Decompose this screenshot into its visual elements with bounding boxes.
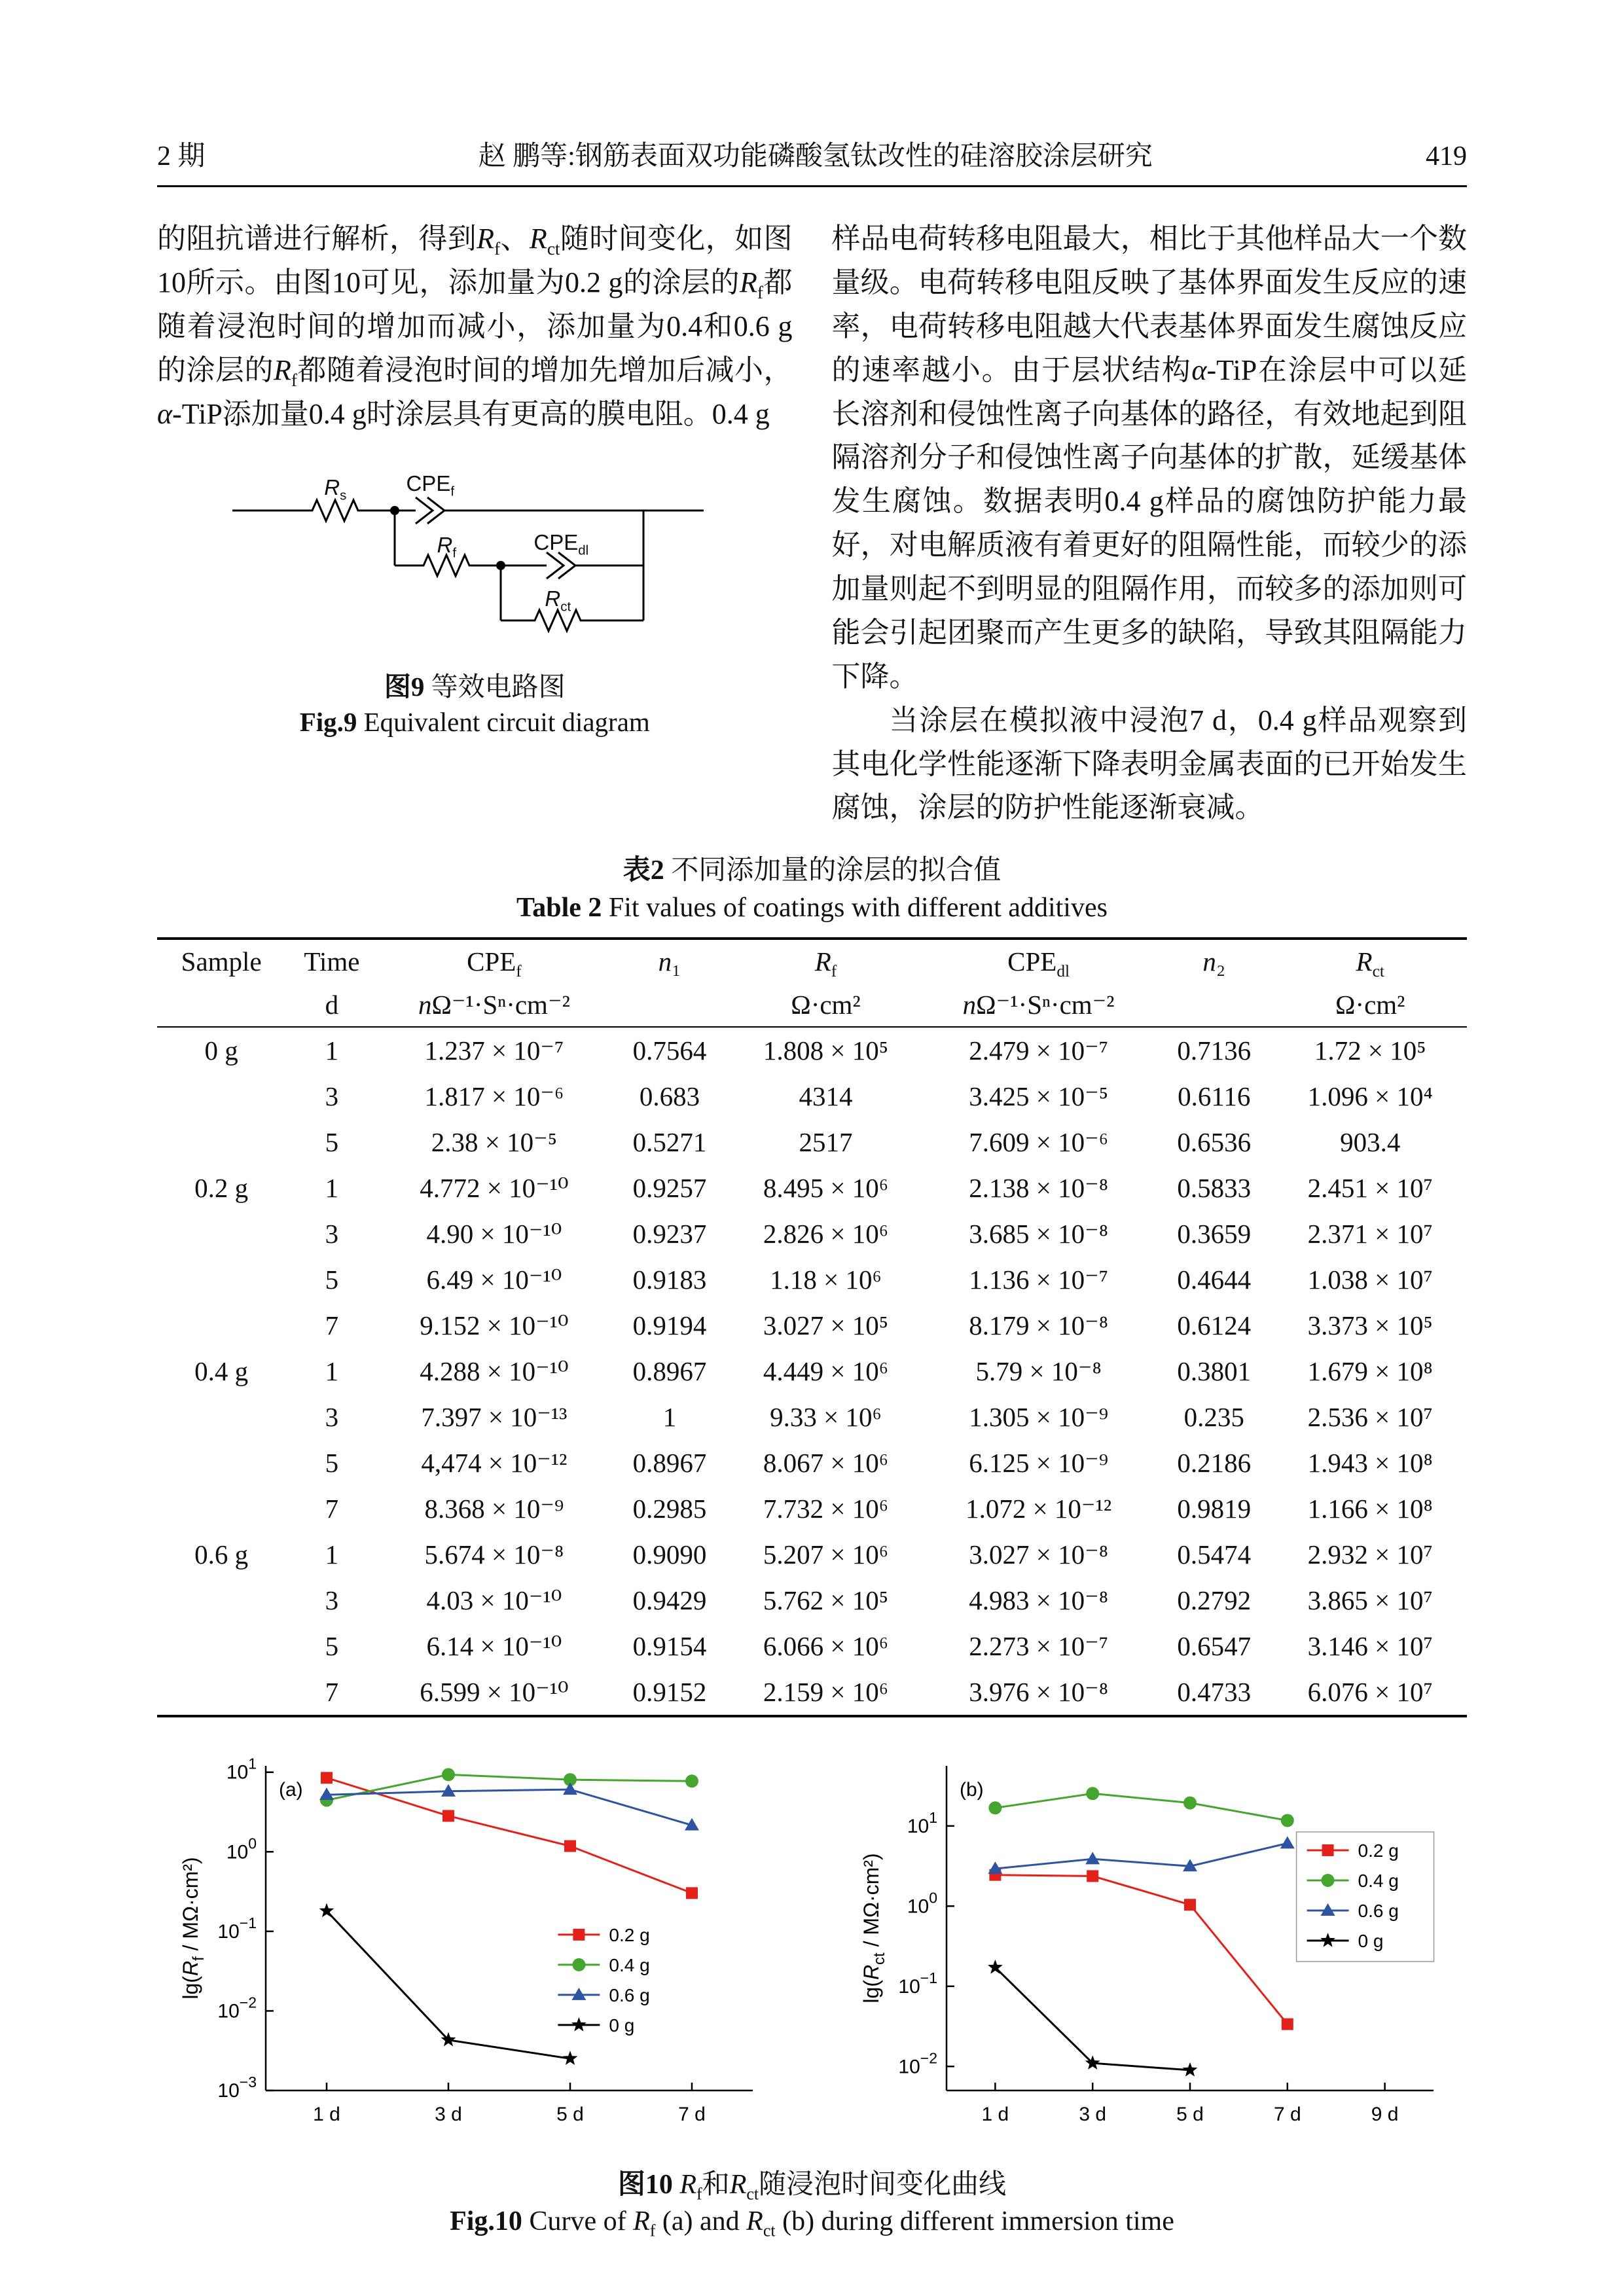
table-row [157, 1165, 1467, 1211]
svg-text:1 d: 1 d [312, 2103, 340, 2125]
table-cell: 2.536 × 10⁷ [1307, 1401, 1433, 1432]
figure10-caption [157, 2166, 1467, 2240]
table-cell [157, 1394, 285, 1440]
table-cell: 4.90 × 10⁻¹⁰ [426, 1218, 562, 1249]
table-cell [157, 1486, 285, 1532]
svg-text:3 d: 3 d [1078, 2103, 1106, 2125]
svg-text:10−1: $10^{-1}$ [897, 1969, 937, 1998]
svg-text:0 g: 0 g [608, 2015, 634, 2036]
table-cell: 7 [325, 1493, 339, 1524]
table-cell: 1 [325, 1355, 339, 1386]
table-cell: 7.732 × 10⁶ [763, 1493, 889, 1524]
table-row [157, 1440, 1467, 1486]
table-cell: 0.2186 [1177, 1447, 1252, 1478]
paragraph-left: 的阻抗谱进行解析，得到$R_f$、$R_{ct}$随时间变化，如图10所示。由图10可见，添加量为0.2 g的涂层的$R_f$都随着浸泡时间的增加而减小，添加量为0.4和0.6 g的涂层的$R_f$都随着浸泡时间的增加先增加后减小，α-TiP添加量0.4 g时涂层具有更高的膜电阻。0.4 g [157, 223, 793, 430]
table-cell: 903.4 [1340, 1126, 1401, 1157]
table-cell: 1.136 × 10⁻⁷ [969, 1264, 1109, 1295]
table-cell: 6.066 × 10⁶ [763, 1630, 889, 1661]
table-cell [157, 1073, 285, 1119]
table-cell: 0.6116 [1178, 1081, 1251, 1111]
table-row [157, 1257, 1467, 1302]
table-row [157, 1486, 1467, 1532]
table-row [157, 1532, 1467, 1577]
col-rct: $R_{ct}$ [1356, 946, 1384, 980]
table-cell: 1.096 × 10⁴ [1307, 1081, 1433, 1111]
table-cell: 1 [325, 1539, 339, 1570]
table-cell: 5.674 × 10⁻⁸ [424, 1539, 564, 1570]
left-column [157, 217, 793, 830]
table-cell: 0.6536 [1177, 1126, 1252, 1157]
table-cell: 0.4733 [1177, 1676, 1252, 1707]
svg-text:0.6 g: 0.6 g [608, 1984, 650, 2005]
table-cell: 0.9819 [1177, 1493, 1252, 1524]
table-cell: 0.235 [1183, 1401, 1244, 1432]
table-row [157, 1119, 1467, 1165]
table-cell: 6.076 × 10⁷ [1307, 1676, 1433, 1707]
fit-table-body [157, 1027, 1467, 1716]
table-cell: 0.9194 [632, 1310, 707, 1340]
table-row [157, 1669, 1467, 1716]
header-issue: 2 期 [157, 141, 206, 171]
table-cell [157, 1211, 285, 1257]
table-cell: 0.683 [639, 1081, 700, 1111]
table-header-row [157, 939, 1467, 983]
circuit-diagram [219, 463, 730, 666]
table-cell: 0.8967 [632, 1355, 707, 1386]
table-cell: 4314 [799, 1081, 853, 1111]
figure9-caption-en: Fig.9 Equivalent circuit diagram [299, 707, 650, 738]
table-cell: 0.5474 [1177, 1539, 1252, 1570]
svg-text:0.4 g: 0.4 g [608, 1954, 650, 1975]
table-cell: 8.495 × 10⁶ [763, 1172, 889, 1203]
table2-caption-en: Table 2 Fit values of coatings with different additives [516, 892, 1108, 923]
table-cell: 2.159 × 10⁶ [763, 1676, 889, 1707]
table-row [157, 1073, 1467, 1119]
right-column [832, 217, 1468, 830]
table-cell: 6.14 × 10⁻¹⁰ [426, 1630, 562, 1661]
svg-text:(a): (a) [278, 1778, 303, 1801]
table-cell: 7 [325, 1310, 339, 1340]
table-cell: 4,474 × 10⁻¹² [421, 1447, 568, 1478]
table-cell: 0 g [204, 1035, 238, 1066]
svg-text:100: $10^0$ [226, 1834, 257, 1863]
col-time: Time [304, 946, 360, 977]
cpe-f-symbol [416, 497, 433, 524]
table-cell: 0.9183 [632, 1264, 707, 1295]
table-cell: 3.373 × 10⁵ [1307, 1310, 1433, 1340]
label-cpef: $CPE_f$ [406, 471, 455, 499]
table-cell: 9.33 × 10⁶ [770, 1401, 882, 1432]
paragraph-right-1: 样品电荷转移电阻最大，相比于其他样品大一个数量级。电荷转移电阻反映了基体界面发生反应的速率，电荷转移电阻越大代表基体界面发生腐蚀反应的速率越小。由于层状结构α-TiP在涂层中可以延长溶剂和侵蚀性离子向基体的路径，有效地起到阻隔溶剂分子和侵蚀性离子向基体的扩散，延缓基体发生腐蚀。数据表明0.4 g样品的腐蚀防护能力最好，对电解质液有着更好的阻隔性能，而较少的添加量则起不到明显的阻隔作用，而较多的添加则可能会引起团聚而产生更多的缺陷，导致其阻隔能力下降。 [831, 223, 1467, 692]
label-rct: $R_{ct}$ [545, 586, 571, 615]
table-cell: 3.027 × 10⁻⁸ [969, 1539, 1109, 1570]
table-cell: 0.7136 [1177, 1035, 1252, 1066]
table-cell: 1 [325, 1172, 339, 1203]
svg-text:lg(Rf / MΩ·cm²): $\lg(R_f / M\Omega\cdot cm^2)$ [178, 1857, 208, 2000]
svg-text:5 d: 5 d [556, 2103, 584, 2125]
table-cell: 1.166 × 10⁸ [1307, 1493, 1433, 1524]
table-cell: 6.49 × 10⁻¹⁰ [426, 1264, 562, 1295]
table-cell: 1.679 × 10⁸ [1307, 1355, 1433, 1386]
table-row [157, 1027, 1467, 1073]
figure10-caption-zh: 图10 $R_f$和$R_{ct}$随浸泡时间变化曲线 [617, 2169, 1007, 2204]
table-cell: 0.4644 [1177, 1264, 1252, 1295]
table-cell: 0.4 g [194, 1355, 249, 1386]
table-cell: 2.371 × 10⁷ [1307, 1218, 1433, 1249]
paragraph-right-2: 当涂层在模拟液中浸泡7 d，0.4 g样品观察到其电化学性能逐渐下降表明金属表面的已开始发生腐蚀，涂层的防护性能逐渐衰减。 [831, 704, 1467, 824]
table-cell: 0.9154 [632, 1630, 707, 1661]
table-cell: 4.983 × 10⁻⁸ [969, 1585, 1109, 1615]
table-cell: 8.067 × 10⁶ [763, 1447, 889, 1478]
svg-text:1 d: 1 d [981, 2103, 1009, 2125]
table-row [157, 1302, 1467, 1348]
table-cell: 2.138 × 10⁻⁸ [969, 1172, 1109, 1203]
body-columns [157, 217, 1467, 830]
table-row [157, 1394, 1467, 1440]
svg-text:7 d: 7 d [1273, 2103, 1301, 2125]
table-cell: 8.179 × 10⁻⁸ [969, 1310, 1109, 1340]
svg-text:10−3: $10^{-3}$ [217, 2073, 257, 2102]
col-cpef: $CPE_f$ [467, 946, 522, 980]
table-cell: 7.397 × 10⁻¹³ [421, 1401, 568, 1432]
table-cell: 9.152 × 10⁻¹⁰ [420, 1310, 569, 1340]
svg-text:100: $10^0$ [907, 1888, 937, 1917]
table-cell: 5 [325, 1630, 339, 1661]
svg-text:(b): (b) [959, 1778, 984, 1801]
table-cell: 3 [325, 1585, 339, 1615]
table-cell: 1 [662, 1401, 677, 1432]
table-cell: 2.826 × 10⁶ [763, 1218, 889, 1249]
table-cell: 2.451 × 10⁷ [1307, 1172, 1433, 1203]
svg-text:10−2: $10^{-2}$ [217, 1994, 257, 2022]
table-cell: 0.7564 [632, 1035, 707, 1066]
table2-caption-zh: 表2 不同添加量的涂层的拟合值 [623, 855, 1001, 886]
label-cpedl: $CPE_{dl}$ [533, 530, 589, 558]
table-cell: 1.237 × 10⁻⁷ [424, 1035, 564, 1066]
table-cell: 0.9429 [632, 1585, 707, 1615]
table-cell: 2517 [799, 1126, 853, 1157]
table-cell: 3 [325, 1218, 339, 1249]
table-cell: 0.9090 [632, 1539, 707, 1570]
fit-table [157, 937, 1467, 1717]
svg-text:0.2 g: 0.2 g [1358, 1840, 1399, 1861]
node-dot [390, 506, 399, 515]
table-cell: 0.5833 [1177, 1172, 1252, 1203]
table-cell: 5.79 × 10⁻⁸ [975, 1355, 1102, 1386]
svg-text:10−1: $10^{-1}$ [217, 1914, 257, 1943]
table-cell: 0.9152 [632, 1676, 707, 1707]
table-cell: 3.425 × 10⁻⁵ [969, 1081, 1109, 1111]
table-cell: 2.479 × 10⁻⁷ [969, 1035, 1109, 1066]
table-cell: 5 [325, 1447, 339, 1478]
table-cell: 0.6547 [1177, 1630, 1252, 1661]
table-cell: 1.18 × 10⁶ [770, 1264, 882, 1295]
figure-equivalent-circuit [157, 463, 793, 740]
table-cell [157, 1577, 285, 1623]
col-cpedl: $CPE_{dl}$ [1007, 946, 1070, 980]
table-cell: 1 [325, 1035, 339, 1066]
col-n1: n₁ [658, 946, 681, 977]
table-units-row: d nΩ⁻¹·Sⁿ·cm⁻² Ω·cm² nΩ⁻¹·Sⁿ·cm⁻² Ω·cm² [325, 989, 1405, 1020]
svg-text:3 d: 3 d [434, 2103, 462, 2125]
table-cell: 2.273 × 10⁻⁷ [969, 1630, 1109, 1661]
table2-section [157, 852, 1467, 1717]
page-header [157, 134, 1467, 173]
table-cell: 3.976 × 10⁻⁸ [969, 1676, 1109, 1707]
table-cell: 4.03 × 10⁻¹⁰ [426, 1585, 562, 1615]
table-cell: 8.368 × 10⁻⁹ [424, 1493, 564, 1524]
table-cell: 1.305 × 10⁻⁹ [969, 1401, 1109, 1432]
header-page-number: 419 [1426, 141, 1467, 171]
svg-text:0.6 g: 0.6 g [1358, 1900, 1399, 1921]
table-cell [157, 1669, 285, 1716]
table-cell: 4.772 × 10⁻¹⁰ [420, 1172, 569, 1203]
svg-text:9 d: 9 d [1371, 2103, 1398, 2125]
table-cell: 7.609 × 10⁻⁶ [969, 1126, 1109, 1157]
circuit-svg [219, 463, 730, 666]
table-cell: 4.449 × 10⁶ [763, 1355, 889, 1386]
table-cell [157, 1623, 285, 1669]
chart-rf [168, 1748, 776, 2153]
table-cell: 1.038 × 10⁷ [1307, 1264, 1433, 1295]
table-cell: 0.3659 [1177, 1218, 1252, 1249]
table-cell: 0.9257 [632, 1172, 707, 1203]
svg-text:10−2: $10^{-2}$ [897, 2049, 937, 2077]
table-cell: 3.865 × 10⁷ [1307, 1585, 1433, 1615]
figure9-caption-zh: 图9 等效电路图 [384, 672, 566, 702]
table-cell: 1.817 × 10⁻⁶ [424, 1081, 564, 1111]
svg-text:7 d: 7 d [677, 2103, 706, 2125]
label-rs: $R_s$ [324, 475, 347, 503]
svg-text:101: $10^1$ [907, 1808, 937, 1837]
table-cell: 0.9237 [632, 1218, 707, 1249]
svg-text:101: $10^1$ [226, 1755, 257, 1784]
svg-text:0.2 g: 0.2 g [608, 1924, 650, 1945]
svg-text:lg(Rct / MΩ·cm²): $\lg(R_{ct} / M\Omega\cdot cm^2)$ [859, 1853, 888, 2003]
table-cell: 0.2792 [1177, 1585, 1252, 1615]
table-cell [157, 1440, 285, 1486]
header-title: 赵 鹏等:钢筋表面双功能磷酸氢钛改性的硅溶胶涂层研究 [478, 141, 1153, 171]
table-cell: 3 [325, 1081, 339, 1111]
label-rf: $R_f$ [437, 533, 457, 561]
table-cell [157, 1302, 285, 1348]
table-cell: 1.943 × 10⁸ [1307, 1447, 1433, 1478]
table-cell: 4.288 × 10⁻¹⁰ [420, 1355, 569, 1386]
table-cell: 0.8967 [632, 1447, 707, 1478]
table-cell: 0.6124 [1177, 1310, 1252, 1340]
table-cell: 0.5271 [632, 1126, 707, 1157]
svg-text:5 d: 5 d [1176, 2103, 1204, 2125]
table-cell: 7 [325, 1676, 339, 1707]
table-cell: 3.146 × 10⁷ [1307, 1630, 1433, 1661]
node-dot [496, 561, 505, 570]
header-rule [157, 185, 1467, 187]
table-cell: 1.072 × 10⁻¹² [965, 1493, 1112, 1524]
table-row [157, 1623, 1467, 1669]
table-row [157, 1348, 1467, 1394]
col-sample: Sample [181, 946, 262, 977]
figure10-caption-en: Fig.10 Curve of $R_f$ (a) and $R_{ct}$ (b) during different immersion time [450, 2206, 1174, 2240]
table-cell: 3.027 × 10⁵ [763, 1310, 889, 1340]
table-cell: 0.3801 [1177, 1355, 1252, 1386]
table-cell: 0.2 g [194, 1172, 249, 1203]
table-cell: 5 [325, 1126, 339, 1157]
table-cell: 2.932 × 10⁷ [1307, 1539, 1433, 1570]
table-cell: 3.685 × 10⁻⁸ [969, 1218, 1109, 1249]
col-rf: $R_f$ [814, 946, 837, 980]
table-cell: 0.6 g [194, 1539, 249, 1570]
svg-text:0.4 g: 0.4 g [1358, 1870, 1399, 1891]
table-cell: 1.808 × 10⁵ [763, 1035, 889, 1066]
table-cell: 6.125 × 10⁻⁹ [969, 1447, 1109, 1478]
table-cell: 5.762 × 10⁵ [763, 1585, 889, 1615]
table-cell: 1.72 × 10⁵ [1314, 1035, 1426, 1066]
table-cell: 3 [325, 1401, 339, 1432]
table-cell: 2.38 × 10⁻⁵ [431, 1126, 558, 1157]
chart-rct [848, 1748, 1457, 2153]
table-row [157, 1577, 1467, 1623]
table-cell: 0.2985 [632, 1493, 707, 1524]
table-cell: 6.599 × 10⁻¹⁰ [420, 1676, 569, 1707]
table-cell [157, 1257, 285, 1302]
table-cell: 5.207 × 10⁶ [763, 1539, 889, 1570]
svg-text:0 g: 0 g [1358, 1930, 1383, 1951]
figure10-charts [157, 1748, 1467, 2153]
col-n2: n₂ [1202, 946, 1226, 977]
table-cell: 5 [325, 1264, 339, 1295]
table-row [157, 1211, 1467, 1257]
table-cell [157, 1119, 285, 1165]
